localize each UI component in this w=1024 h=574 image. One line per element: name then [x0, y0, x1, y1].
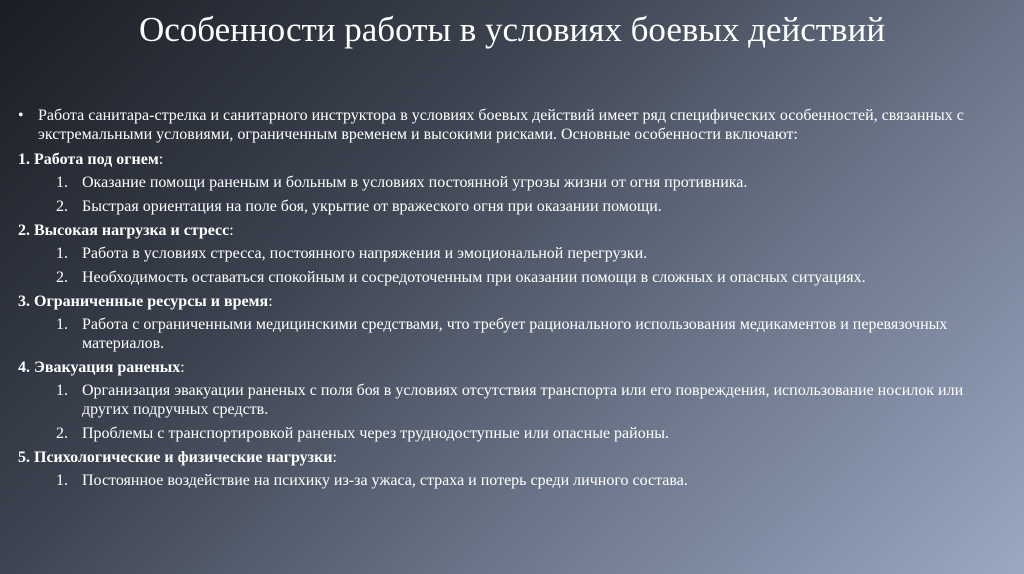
section-3	[18, 292, 1008, 353]
section-heading: 2. Высокая нагрузка и стресс:	[18, 222, 234, 239]
section-heading: 4. Эвакуация раненых:	[18, 359, 185, 376]
slide-content	[18, 106, 1008, 495]
list-item: 1. Организация эвакуации раненых с поля боя в условиях отсутствия транспорта или его повреждения, использование носилок или других подручных средств.	[56, 382, 964, 418]
list-item: 2. Быстрая ориентация на поле боя, укрытие от вражеского огня при оказании помощи.	[56, 198, 662, 215]
section-1	[18, 150, 1008, 216]
section-4	[18, 358, 1008, 443]
list-item: 1. Работа в условиях стресса, постоянного напряжения и эмоциональной перегрузки.	[56, 245, 648, 262]
list-item: 1. Оказание помощи раненым и больным в условиях постоянной угрозы жизни от огня противника.	[56, 174, 748, 191]
slide-title: Особенности работы в условиях боевых действий	[138, 10, 886, 49]
section-2	[18, 221, 1008, 287]
list-item: 2. Проблемы с транспортировкой раненых через труднодоступные или опасные районы.	[56, 425, 670, 442]
section-heading: 1. Работа под огнем:	[18, 151, 164, 168]
section-heading: 3. Ограниченные ресурсы и время:	[18, 293, 273, 310]
list-item: 1. Постоянное воздействие на психику из-за ужаса, страха и потерь среди личного состава.	[56, 472, 688, 489]
bullet-icon: •	[18, 107, 24, 124]
list-item: 2. Необходимость оставаться спокойным и сосредоточенным при оказании помощи в сложных и опасных ситуациях.	[56, 269, 866, 286]
section-heading: 5. Психологические и физические нагрузки:	[18, 449, 337, 466]
list-item: 1. Работа с ограниченными медицинскими средствами, что требует рационального использования медикаментов и перевязочных материалов.	[56, 316, 948, 352]
section-5	[18, 448, 1008, 490]
intro-paragraph	[18, 106, 1008, 144]
intro-text: Работа санитара-стрелка и санитарного инструктора в условиях боевых действий имеет ряд специфических особенностей, связанных с экстремальными условиями, ограниченным временем и высокими рисками. Основные особенности включают:	[38, 107, 964, 143]
